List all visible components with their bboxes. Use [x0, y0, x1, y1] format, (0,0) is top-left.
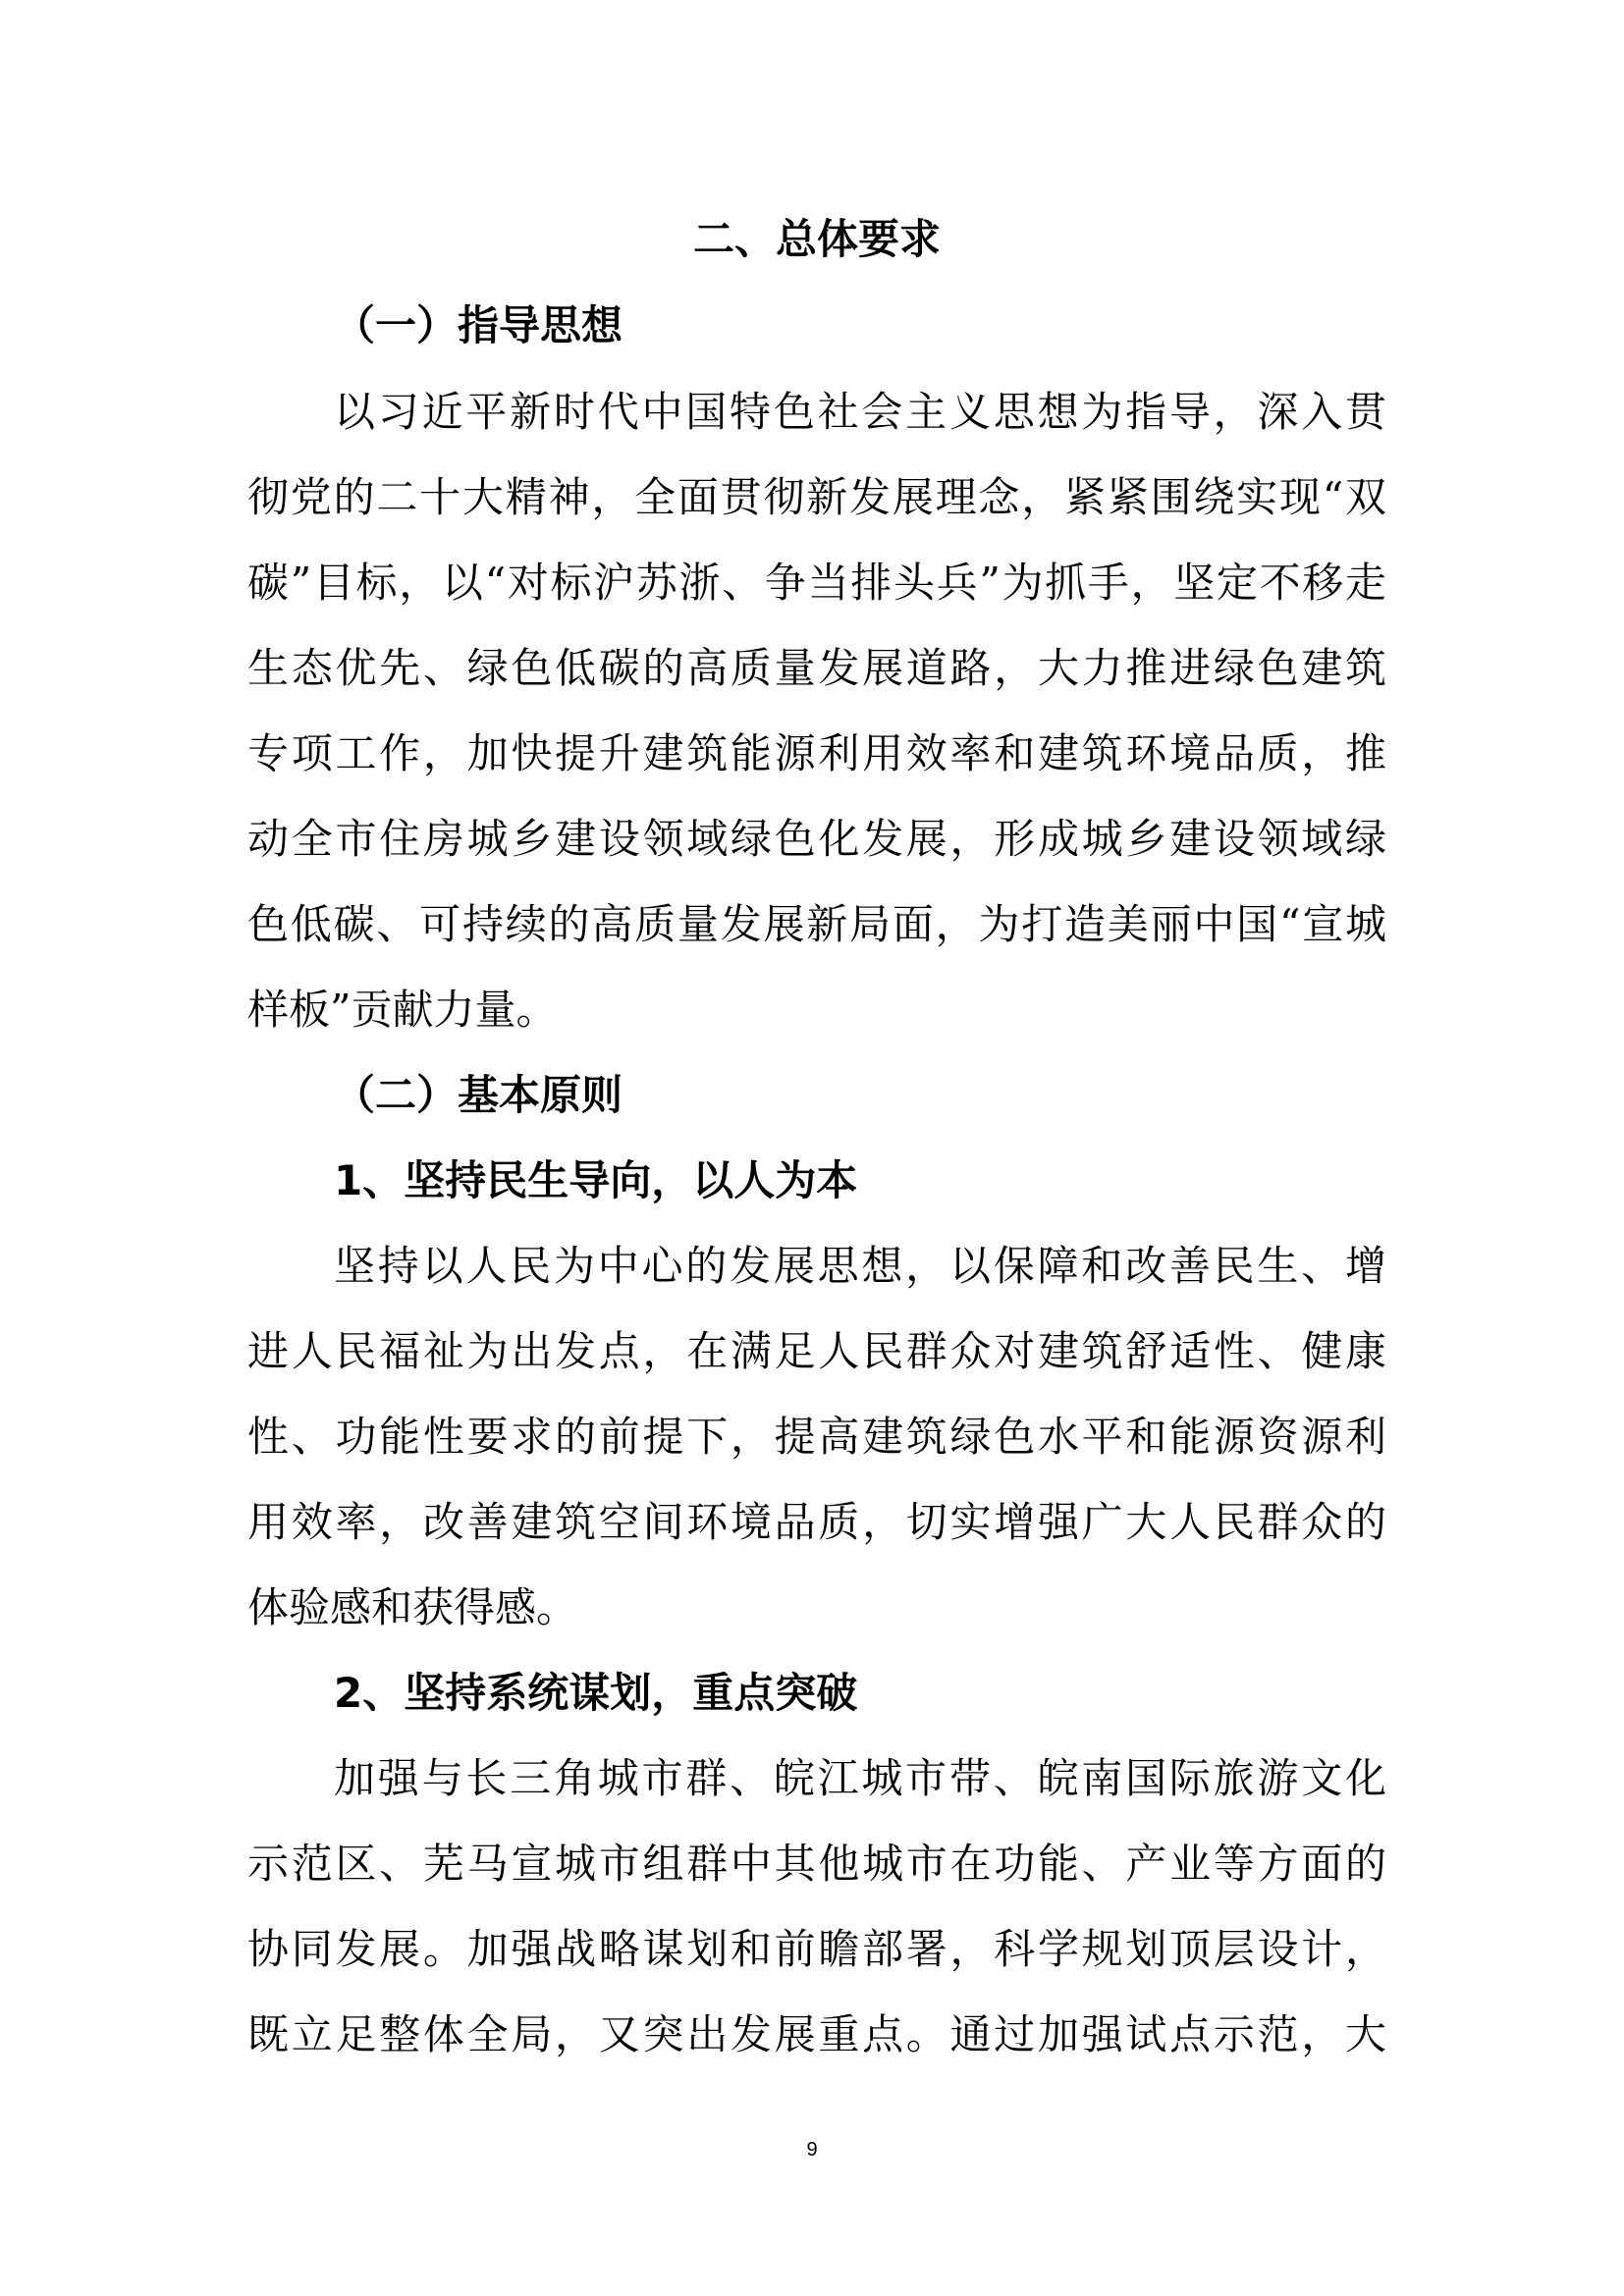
- subsection-title-guiding-ideology: （一）指导思想: [334, 301, 623, 349]
- paragraph-line: 以习近平新时代中国特色社会主义思想为指导，深入贯: [334, 388, 1386, 436]
- paragraph-line: 用效率，改善建筑空间环境品质，切实增强广大人民群众的: [247, 1498, 1386, 1546]
- subsection-title-basic-principles: （二）基本原则: [334, 1071, 623, 1119]
- paragraph-line: 进人民福祉为出发点，在满足人民群众对建筑舒适性、健康: [247, 1327, 1386, 1375]
- paragraph-line: 样板”贡献力量。: [247, 986, 558, 1034]
- paragraph-line: 既立足整体全局，又突出发展重点。通过加强试点示范，大: [247, 2010, 1386, 2058]
- paragraph-line: 彻党的二十大精神，全面贯彻新发展理念，紧紧围绕实现“双: [247, 473, 1386, 521]
- principle-title-1: 1、坚持民生导向，以人为本: [334, 1156, 858, 1204]
- paragraph-line: 体验感和获得感。: [247, 1583, 578, 1631]
- paragraph-line: 协同发展。加强战略谋划和前瞻部署，科学规划顶层设计，: [247, 1925, 1386, 1973]
- principle-title-2: 2、坚持系统谋划，重点突破: [334, 1669, 858, 1717]
- paragraph-line: 动全市住房城乡建设领域绿色化发展，形成城乡建设领域绿: [247, 815, 1386, 863]
- paragraph-line: 专项工作，加快提升建筑能源利用效率和建筑环境品质，推: [247, 729, 1386, 777]
- section-title: 二、总体要求: [692, 215, 941, 263]
- paragraph-line: 示范区、芜马宣城市组群中其他城市在功能、产业等方面的: [247, 1840, 1386, 1888]
- paragraph-line: 加强与长三角城市群、皖江城市带、皖南国际旅游文化: [334, 1754, 1386, 1802]
- page-number: 9: [806, 2139, 818, 2161]
- paragraph-line: 坚持以人民为中心的发展思想，以保障和改善民生、增: [334, 1242, 1386, 1290]
- paragraph-line: 性、功能性要求的前提下，提高建筑绿色水平和能源资源利: [247, 1413, 1386, 1461]
- paragraph-line: 色低碳、可持续的高质量发展新局面，为打造美丽中国“宣城: [247, 900, 1386, 948]
- paragraph-line: 碳”目标，以“对标沪苏浙、争当排头兵”为抓手，坚定不移走: [247, 559, 1386, 607]
- paragraph-line: 生态优先、绿色低碳的高质量发展道路，大力推进绿色建筑: [247, 644, 1386, 692]
